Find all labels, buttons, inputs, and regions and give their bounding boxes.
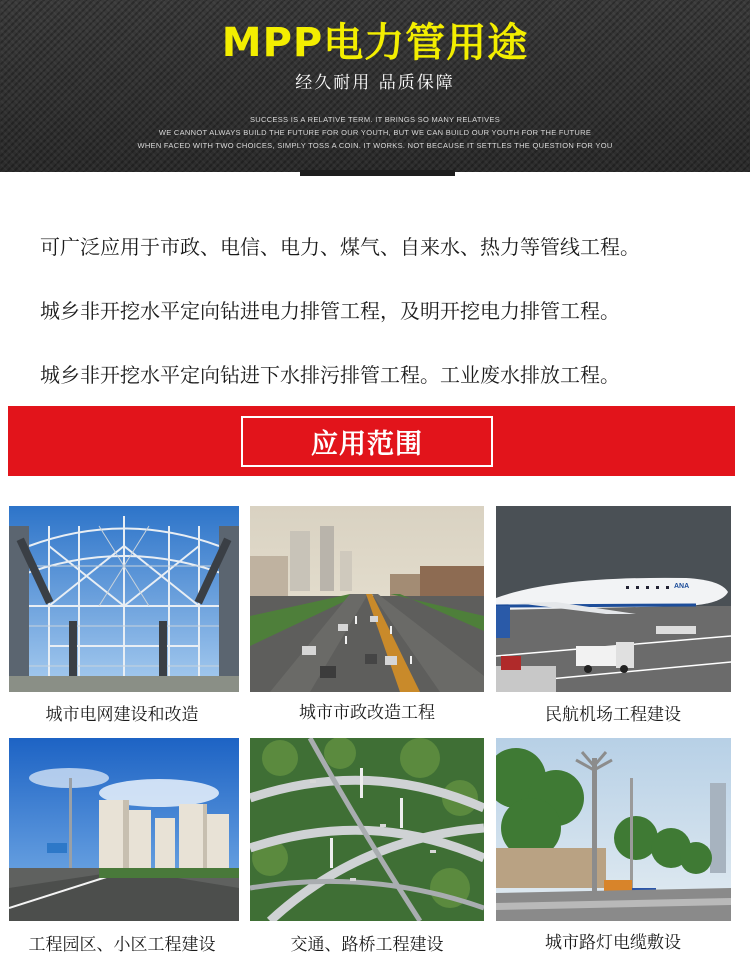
header-slogan-line-3: WHEN FACED WITH TWO CHOICES, SIMPLY TOSS A COIN. IT WORKS. NOT BECAUSE IT SETTLES THE QUESTION FOR YOU	[137, 141, 613, 150]
caption-airport: 民航机场工程建设	[545, 705, 681, 725]
header-subtitle: 经久耐用 品质保障	[295, 73, 455, 93]
description-line-2: 城乡非开挖水平定向钻进电力排管工程，及明开挖电力排管工程。	[40, 299, 620, 323]
caption-residential: 工程园区、小区工程建设	[28, 935, 216, 955]
section-title-box	[241, 416, 493, 467]
caption-street-light: 城市路灯电缆敷设	[545, 933, 681, 953]
caption-power-grid: 城市电网建设和改造	[45, 705, 199, 725]
header-banner	[0, 0, 750, 172]
airport-photo	[496, 506, 731, 692]
power-grid-photo	[9, 506, 239, 692]
residential-park-photo	[9, 738, 239, 921]
street-light-photo	[496, 738, 731, 921]
description-line-1: 可广泛应用于市政、电信、电力、煤气、自来水、热力等管线工程。	[40, 235, 640, 259]
caption-traffic-bridge: 交通、路桥工程建设	[290, 935, 444, 955]
section-title: 应用范围	[311, 429, 423, 460]
header-tab-notch	[300, 170, 455, 176]
description-line-3: 城乡非开挖水平定向钻进下水排污排管工程。工业废水排放工程。	[40, 363, 620, 387]
header-slogan-line-2: WE CANNOT ALWAYS BUILD THE FUTURE FOR OUR YOUTH, BUT WE CAN BUILD OUR YOUTH FOR THE FUTURE	[158, 128, 592, 137]
header-title: MPP电力管用途	[221, 20, 529, 66]
airline-logo-text: ANA	[674, 583, 690, 590]
municipal-street-photo	[250, 506, 484, 692]
header-slogan-line-1: SUCCESS IS A RELATIVE TERM. IT BRINGS SO MANY RELATIVES	[249, 115, 501, 124]
interchange-photo	[250, 738, 484, 921]
caption-municipal: 城市市政改造工程	[299, 703, 435, 723]
